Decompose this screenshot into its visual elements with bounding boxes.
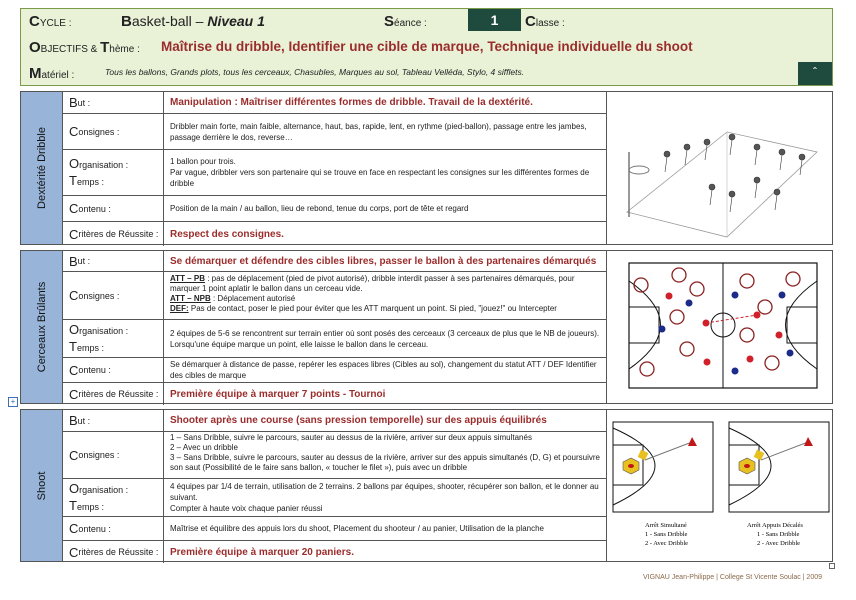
objectifs-value: Maîtrise du dribble, Identifier une cible de marque, Technique individuelle du shoot [161, 39, 693, 54]
row-organisation: Organisation : Temps : 4 équipes par 1/4 de terrain, utilisation de 2 terrains. 2 ballons par équipes, shooter, récupérer son ballon, et le donner au suivant. Compter à haute voix chaque panier réussi [63, 479, 606, 517]
row-but: B ut : Se démarquer et défendre des cibles libres, passer le ballon à des partenaires démarqués [63, 251, 606, 272]
contenu-text: Se démarquer à distance de passe, repérer les espaces libres (Cibles au sol), changement du statut ATT / DEF Identifier des cibles de marque [170, 360, 597, 380]
organisation-text: 4 équipes par 1/4 de terrain, utilisation de 2 terrains. 2 ballons par équipes, shooter, récupérer son ballon, et le donner au suivant. Compter à haute voix chaque panier réussi [170, 482, 599, 513]
svg-text:2 - Avec Dribble: 2 - Avec Dribble [757, 540, 801, 547]
row-contenu: C ontenu : Maîtrise et équilibre des appuis lors du shoot, Placement du shooteur / au panier, Utilisation de la planche [63, 517, 606, 541]
consignes-text: Dribbler main forte, main faible, alternance, haut, bas, rapide, lent, en rythme (pied-ballon), passage entre les jambes, passage derrière le dos, reverse… [170, 121, 587, 142]
materiel-value: Tous les ballons, Grands plots, tous les cerceaux, Chasubles, Marques au sol, Tableau Velléda, Stylo, 4 sifflets. [105, 67, 525, 77]
svg-text:Arrêt Simultané: Arrêt Simultané [645, 522, 687, 529]
svg-text:Arrêt Appuis Décalés: Arrêt Appuis Décalés [747, 522, 803, 529]
row-contenu: C ontenu : Position de la main / au ballon, lieu de rebond, tenue du corps, port de tête et regard [63, 196, 606, 222]
row-criteres: C ritères de Réussite : Première équipe à marquer 20 paniers. [63, 541, 606, 563]
court-diagram [606, 251, 832, 403]
materiel-label: Matériel : [29, 65, 75, 82]
criteres-text: Première équipe à marquer 20 paniers. [170, 546, 354, 558]
consignes-text: ATT – PB : pas de déplacement (pied de pivot autorisé), dribble interdit passer à ses partenaires démarqués, pour marquer 1 point aplatir le ballon dans un cerceau vide. ATT – NPB : Déplacement autorisé DEF: Pas de contact, poser le pied pour éviter que les ATT marquent un point. Si pied, "jouez!" ou Intercepter [170, 274, 575, 313]
section-shoot [20, 409, 833, 562]
footer-credit: VIGNAU Jean-Philippe | College St Vicente Soulac | 2009 [643, 574, 822, 581]
classe-label: Classe : [525, 13, 565, 30]
section-cerceaux [20, 250, 833, 404]
row-consignes: C onsignes : 1 – Sans Dribble, suivre le parcours, sauter au dessus de la rivière, arriver sur deux appuis simultanés 2 – Avec un dribble 3 – Sans Dribble, suivre le parcours, sauter au dessus de la rivière, arriver sur des appuis simultanés (D, G) et poursuivre son saut (Possibilité de le faire sans ballon, « toucher le filet »), puis avec un dribble [63, 432, 606, 479]
cycle-value: Basket-ball – Niveau 1 [121, 13, 265, 30]
row-organisation: Organisation : Temps : 2 équipes de 5-6 se rencontrent sur terrain entier où sont posés des cerceaux (3 cerceaux de plus que le NB de joueurs). Lorsqu'une équipe marque un point, elle laisse le ballon dans le cerceau. [63, 320, 606, 358]
row-consignes: C onsignes : Dribbler main forte, main faible, alternance, haut, bas, rapide, lent, en rythme (pied-ballon), passage entre les jambes, passage derrière le dos, reverse… [63, 114, 606, 150]
criteres-text: Première équipe à marquer 7 points - Tournoi [170, 388, 386, 400]
row-but: B ut : Shooter après une course (sans pression temporelle) sur des appuis équilibrés [63, 410, 606, 432]
session-header [20, 8, 833, 86]
but-text: Shooter après une course (sans pression temporelle) sur des appuis équilibrés [170, 415, 547, 426]
caret-up-icon[interactable]: ˆ [798, 62, 832, 85]
svg-text:1 - Sans Dribble: 1 - Sans Dribble [645, 531, 688, 538]
section-dribble [20, 91, 833, 245]
but-text: Se démarquer et défendre des cibles libres, passer le ballon à des partenaires démarqués [170, 255, 597, 267]
move-anchor-icon[interactable]: + [8, 397, 18, 407]
but-text: Manipulation : Maîtriser différentes formes de dribble. Travail de la dextérité. [170, 97, 533, 108]
svg-text:1 - Sans Dribble: 1 - Sans Dribble [757, 531, 800, 538]
objectifs-label: OBJECTIFS & Thème : [29, 39, 140, 56]
row-criteres: C ritères de Réussite : Première équipe à marquer 7 points - Tournoi [63, 383, 606, 405]
section-title: Cerceaux Brûlants [21, 251, 63, 403]
organisation-text: 2 équipes de 5-6 se rencontrent sur terrain entier où sont posés des cerceaux (3 cerceaux de plus que le NB de joueurs). Lorsqu'une équipe marque un point, elle laisse le ballon dans le cerceau. [170, 328, 600, 349]
resize-handle[interactable] [829, 563, 835, 569]
row-contenu: C ontenu : Se démarquer à distance de passe, repérer les espaces libres (Cibles au sol), changement du statut ATT / DEF Identifier des cibles de marque [63, 358, 606, 383]
organisation-text: 1 ballon pour trois. Par vague, dribbler vers son partenaire qui se trouve en face en respectant les consignes sur les différentes formes de dribble [170, 157, 590, 188]
dribble-illustration [606, 92, 832, 244]
row-criteres: C ritères de Réussite : Respect des consignes. [63, 222, 606, 246]
shoot-diagrams [606, 410, 832, 561]
seance-number: 1 [468, 9, 521, 31]
contenu-text: Maîtrise et équilibre des appuis lors du shoot, Placement du shooteur / au panier, Utilisation de la planche [170, 524, 544, 533]
row-organisation: Organisation : Temps : 1 ballon pour trois. Par vague, dribbler vers son partenaire qui se trouve en face en respectant les consignes sur les différentes formes de dribble [63, 150, 606, 196]
row-consignes: C onsignes : ATT – PB : pas de déplacement (pied de pivot autorisé), dribble interdit passer à ses partenaires démarqués, pour marquer 1 point aplatir le ballon dans un cerceau vide. ATT – NPB : Déplacement autorisé DEF: Pas de contact, poser le pied pour éviter que les ATT marquent un point. Si pied, "jouez!" ou Intercepter [63, 272, 606, 320]
criteres-text: Respect des consignes. [170, 228, 284, 240]
cycle-label: CYCLE : [29, 13, 72, 30]
section-title: Dextérité Dribble [21, 92, 63, 244]
contenu-text: Position de la main / au ballon, lieu de rebond, tenue du corps, port de tête et regard [170, 204, 469, 213]
svg-text:2 - Avec Dribble: 2 - Avec Dribble [645, 540, 689, 547]
seance-label: Séance : [384, 13, 427, 30]
consignes-text: 1 – Sans Dribble, suivre le parcours, sauter au dessus de la rivière, arriver sur deux appuis simultanés 2 – Avec un dribble 3 – Sans Dribble, suivre le parcours, sauter au dessus de la rivière, arriver sur des appuis simultanés (D, G) et poursuivre son saut (Possibilité de le faire sans ballon, « toucher le filet »), puis avec un dribble [170, 433, 600, 472]
row-but: B ut : Manipulation : Maîtriser différentes formes de dribble. Travail de la dextérité. [63, 92, 606, 114]
section-title: Shoot [21, 410, 63, 561]
